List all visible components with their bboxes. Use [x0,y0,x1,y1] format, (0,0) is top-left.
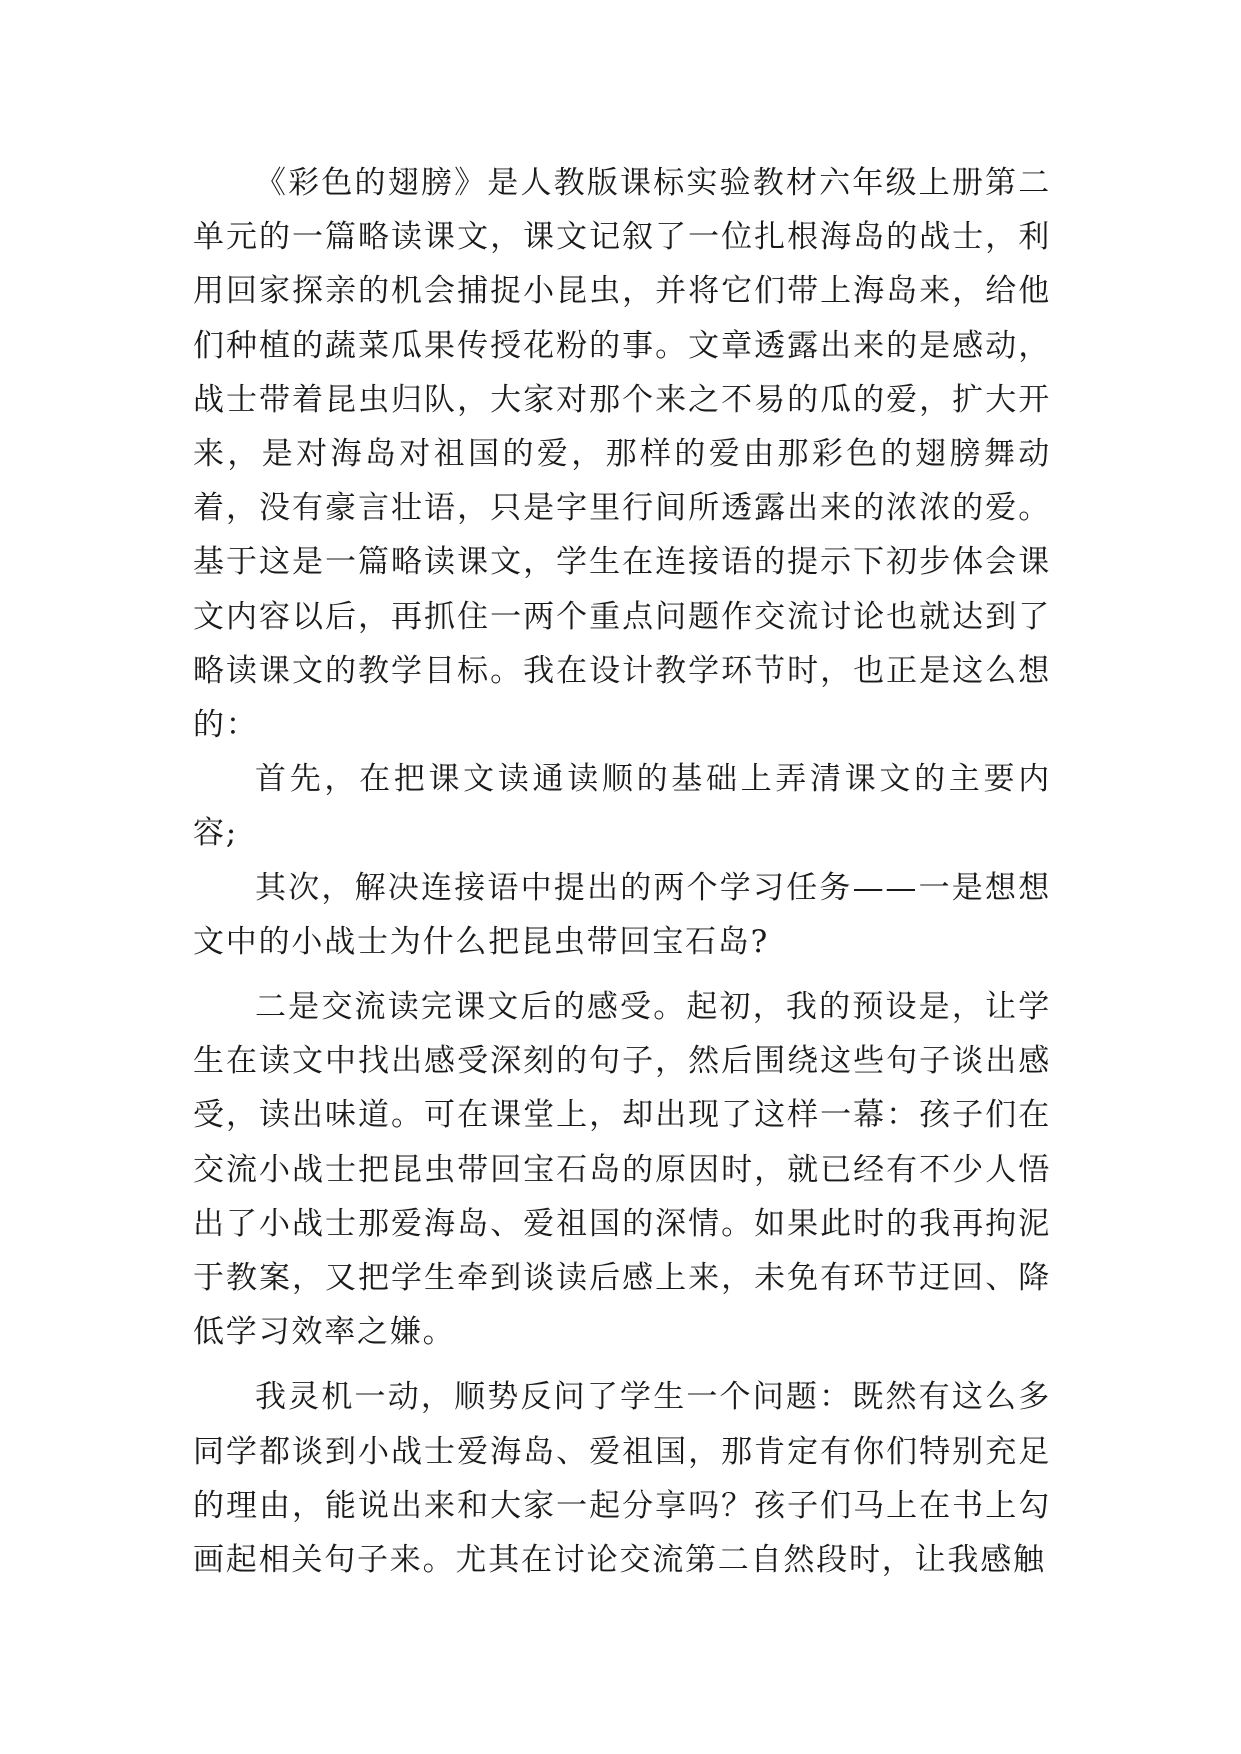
paragraph-reflection: 二是交流读完课文后的感受。起初，我的预设是，让学生在读文中找出感受深刻的句子，然后围绕这些句子谈出感受，读出味道。可在课堂上，却出现了这样一幕：孩子们在交流小战士把昆虫带回宝石岛的原因时，就已经有不少人悟出了小战士那爱海岛、爱祖国的深情。如果此时的我再拘泥于教案，又把学生牵到谈读后感上来，未免有环节迂回、降低学习效率之嫌。 [193,989,1051,1351]
paragraph-adjustment: 我灵机一动，顺势反问了学生一个问题：既然有这么多同学都谈到小战士爱海岛、爱祖国，那肯定有你们特别充足的理由，能说出来和大家一起分享吗？孩子们马上在书上勾画起相关句子来。尤其在讨论交流第二自然段时，让我感触 [193,1379,1051,1579]
paragraph-intro: 《彩色的翅膀》是人教版课标实验教材六年级上册第二单元的一篇略读课文，课文记叙了一位扎根海岛的战士，利用回家探亲的机会捕捉小昆虫，并将它们带上海岛来，给他们种植的蔬菜瓜果传授花粉的事。文章透露出来的是感动，战士带着昆虫归队，大家对那个来之不易的瓜的爱，扩大开来，是对海岛对祖国的爱，那样的爱由那彩色的翅膀舞动着，没有豪言壮语，只是字里行间所透露出来的浓浓的爱。基于这是一篇略读课文，学生在连接语的提示下初步体会课文内容以后，再抓住一两个重点问题作交流讨论也就达到了略读课文的教学目标。我在设计教学环节时，也正是这么想的： [193,165,1051,744]
document-body [193,156,1051,1587]
paragraph-first-step: 首先，在把课文读通读顺的基础上弄清课文的主要内容; [193,761,1051,852]
paragraph-second-step: 其次，解决连接语中提出的两个学习任务——一是想想文中的小战士为什么把昆虫带回宝石岛? [193,869,1051,960]
